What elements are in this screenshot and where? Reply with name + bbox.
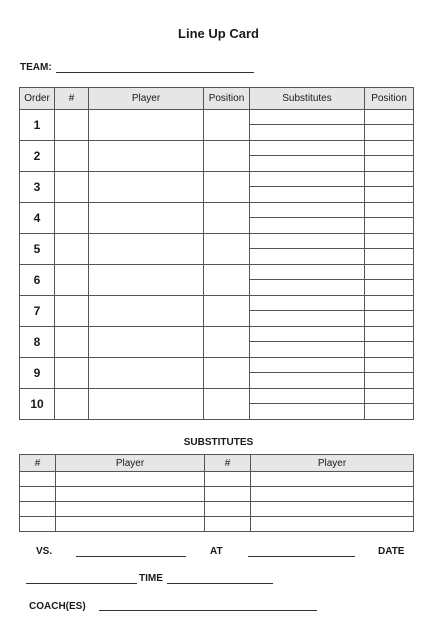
substitutes-cell[interactable] — [250, 172, 365, 203]
date-label: DATE — [378, 546, 405, 557]
sub-position-line[interactable] — [365, 249, 413, 264]
sub-position-cell[interactable] — [365, 141, 414, 172]
sub-position-cell[interactable] — [365, 296, 414, 327]
order-number: 10 — [20, 389, 55, 420]
vs-label: VS. — [36, 546, 53, 557]
sub-number-cell[interactable] — [205, 487, 251, 502]
position-cell[interactable] — [204, 203, 250, 234]
player-cell[interactable] — [89, 265, 204, 296]
sub-player-cell[interactable] — [251, 472, 414, 487]
player-cell[interactable] — [89, 172, 204, 203]
substitutes-line[interactable] — [250, 342, 364, 357]
order-number: 9 — [20, 358, 55, 389]
sub-number-header: # — [20, 455, 56, 472]
substitutes-cell[interactable] — [250, 203, 365, 234]
lineup-row — [20, 265, 414, 296]
order-number: 2 — [20, 141, 55, 172]
number-cell[interactable] — [55, 296, 89, 327]
order-header: Order — [20, 88, 55, 110]
substitute-row — [20, 487, 414, 502]
sub-position-line[interactable] — [365, 172, 413, 187]
substitutes-cell[interactable] — [250, 389, 365, 420]
sub-position-line[interactable] — [365, 218, 413, 233]
sub-position-line[interactable] — [365, 311, 413, 326]
substitutes-cell[interactable] — [250, 296, 365, 327]
sub-position-cell[interactable] — [365, 203, 414, 234]
substitutes-line[interactable] — [250, 218, 364, 233]
position-cell[interactable] — [204, 265, 250, 296]
sub-position-line[interactable] — [365, 296, 413, 311]
sub-number-cell[interactable] — [20, 472, 56, 487]
substitutes-line[interactable] — [250, 358, 364, 373]
sub-player-cell[interactable] — [251, 487, 414, 502]
team-label: TEAM: — [20, 62, 52, 73]
number-cell[interactable] — [55, 234, 89, 265]
substitutes-cell[interactable] — [250, 141, 365, 172]
at-label: AT — [210, 546, 223, 557]
number-cell[interactable] — [55, 327, 89, 358]
number-cell[interactable] — [55, 172, 89, 203]
sub-number-cell[interactable] — [20, 517, 56, 532]
number-cell[interactable] — [55, 358, 89, 389]
coach-label: COACH(ES) — [29, 601, 86, 612]
sub-position-cell[interactable] — [365, 389, 414, 420]
lineup-row — [20, 203, 414, 234]
sub-number-cell[interactable] — [205, 472, 251, 487]
player-cell[interactable] — [89, 203, 204, 234]
sub-position-cell[interactable] — [365, 234, 414, 265]
time-label: TIME — [139, 573, 163, 584]
sub-position-cell[interactable] — [365, 358, 414, 389]
position-cell[interactable] — [204, 141, 250, 172]
position-cell[interactable] — [204, 358, 250, 389]
player-cell[interactable] — [89, 296, 204, 327]
number-cell[interactable] — [55, 265, 89, 296]
order-number: 1 — [20, 110, 55, 141]
lineup-row — [20, 358, 414, 389]
number-cell[interactable] — [55, 203, 89, 234]
sub-player-cell[interactable] — [251, 517, 414, 532]
lineup-row — [20, 110, 414, 141]
substitutes-line[interactable] — [250, 404, 364, 419]
position-cell[interactable] — [204, 234, 250, 265]
lineup-row — [20, 234, 414, 265]
position-cell[interactable] — [204, 110, 250, 141]
substitutes-line[interactable] — [250, 172, 364, 187]
sub-position-line[interactable] — [365, 234, 413, 249]
substitutes-line[interactable] — [250, 327, 364, 342]
page-title: Line Up Card — [178, 26, 259, 41]
lineup-header-row — [20, 88, 414, 110]
player-cell[interactable] — [89, 327, 204, 358]
substitutes-line[interactable] — [250, 249, 364, 264]
order-number: 7 — [20, 296, 55, 327]
position-cell[interactable] — [204, 296, 250, 327]
substitutes-line[interactable] — [250, 156, 364, 171]
sub-position-line[interactable] — [365, 156, 413, 171]
substitutes-line[interactable] — [250, 187, 364, 202]
lineup-row — [20, 389, 414, 420]
sub-position-line[interactable] — [365, 373, 413, 388]
substitutes-line[interactable] — [250, 125, 364, 140]
player-cell[interactable] — [89, 234, 204, 265]
substitutes-cell[interactable] — [250, 265, 365, 296]
sub-number-cell[interactable] — [20, 487, 56, 502]
time-start-field[interactable] — [26, 583, 137, 584]
vs-field[interactable] — [76, 556, 186, 557]
time-field[interactable] — [167, 583, 273, 584]
substitutes-cell[interactable] — [250, 110, 365, 141]
sub-position-line[interactable] — [365, 141, 413, 156]
sub-position-line[interactable] — [365, 280, 413, 295]
sub-number-header-2: # — [205, 455, 251, 472]
sub-position-line[interactable] — [365, 265, 413, 280]
number-cell[interactable] — [55, 389, 89, 420]
substitutes-cell[interactable] — [250, 358, 365, 389]
substitutes-line[interactable] — [250, 141, 364, 156]
player-cell[interactable] — [89, 389, 204, 420]
sub-player-cell[interactable] — [56, 472, 205, 487]
sub-number-cell[interactable] — [20, 502, 56, 517]
sub-player-cell[interactable] — [56, 517, 205, 532]
sub-player-header-2: Player — [251, 455, 414, 472]
sub-position-line[interactable] — [365, 110, 413, 125]
sub-position-line[interactable] — [365, 358, 413, 373]
order-number: 4 — [20, 203, 55, 234]
number-cell[interactable] — [55, 141, 89, 172]
position-cell[interactable] — [204, 389, 250, 420]
substitutes-line[interactable] — [250, 389, 364, 404]
coach-field[interactable] — [99, 610, 317, 611]
substitutes-line[interactable] — [250, 280, 364, 295]
sub-position-cell[interactable] — [365, 110, 414, 141]
position-cell[interactable] — [204, 172, 250, 203]
substitutes-line[interactable] — [250, 203, 364, 218]
sub-player-cell[interactable] — [251, 502, 414, 517]
substitute-row — [20, 502, 414, 517]
player-cell[interactable] — [89, 141, 204, 172]
player-cell[interactable] — [89, 110, 204, 141]
substitutes-header: Substitutes — [250, 88, 365, 110]
substitutes-cell[interactable] — [250, 327, 365, 358]
number-cell[interactable] — [55, 110, 89, 141]
sub-number-cell[interactable] — [205, 517, 251, 532]
substitutes-line[interactable] — [250, 296, 364, 311]
substitutes-line[interactable] — [250, 373, 364, 388]
sub-position-cell[interactable] — [365, 327, 414, 358]
sub-position-line[interactable] — [365, 327, 413, 342]
sub-number-cell[interactable] — [205, 502, 251, 517]
sub-position-line[interactable] — [365, 187, 413, 202]
at-field[interactable] — [248, 556, 355, 557]
lineup-row — [20, 141, 414, 172]
substitutes-cell[interactable] — [250, 234, 365, 265]
sub-position-line[interactable] — [365, 342, 413, 357]
sub-position-cell[interactable] — [365, 265, 414, 296]
substitute-row — [20, 472, 414, 487]
substitutes-line[interactable] — [250, 234, 364, 249]
substitute-row — [20, 517, 414, 532]
lineup-row — [20, 327, 414, 358]
lineup-table — [19, 87, 414, 420]
sub-position-line[interactable] — [365, 389, 413, 404]
sub-position-header: Position — [365, 88, 414, 110]
sub-position-line[interactable] — [365, 404, 413, 419]
substitutes-line[interactable] — [250, 311, 364, 326]
substitutes-line[interactable] — [250, 110, 364, 125]
sub-position-cell[interactable] — [365, 172, 414, 203]
position-cell[interactable] — [204, 327, 250, 358]
substitutes-heading: SUBSTITUTES — [183, 437, 254, 448]
substitutes-line[interactable] — [250, 265, 364, 280]
order-number: 3 — [20, 172, 55, 203]
player-header: Player — [89, 88, 204, 110]
substitutes-header-row — [20, 455, 414, 472]
player-cell[interactable] — [89, 358, 204, 389]
sub-position-line[interactable] — [365, 125, 413, 140]
sub-player-cell[interactable] — [56, 487, 205, 502]
substitutes-table — [19, 454, 414, 532]
order-number: 5 — [20, 234, 55, 265]
lineup-row — [20, 172, 414, 203]
sub-position-line[interactable] — [365, 203, 413, 218]
sub-player-header: Player — [56, 455, 205, 472]
team-field[interactable] — [56, 72, 254, 73]
sub-player-cell[interactable] — [56, 502, 205, 517]
position-header: Position — [204, 88, 250, 110]
order-number: 6 — [20, 265, 55, 296]
order-number: 8 — [20, 327, 55, 358]
number-header: # — [55, 88, 89, 110]
lineup-row — [20, 296, 414, 327]
